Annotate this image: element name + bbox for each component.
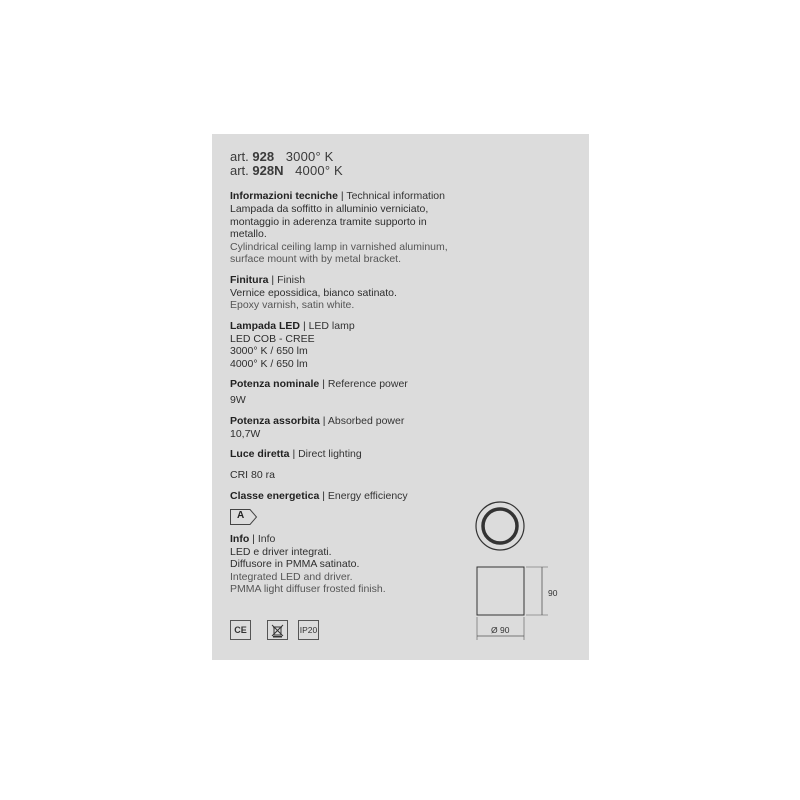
ce-mark-icon: CE <box>230 620 251 640</box>
text-line: Integrated LED and driver. <box>230 570 353 583</box>
top-view-inner-ring <box>483 509 517 543</box>
cri-value: CRI 80 ra <box>230 469 275 481</box>
text-line: Diffusore in PMMA satinato. <box>230 558 360 570</box>
text-line: LED e driver integrati. <box>230 545 332 558</box>
power-value: 9W <box>230 394 246 406</box>
power-value: 10,7W <box>230 427 261 440</box>
energy-class-letter: A <box>237 509 245 521</box>
text-line: Vernice epossidica, bianco satinato. <box>230 286 397 299</box>
article-temp: 4000° K <box>295 163 343 178</box>
text-line: LED COB - CREE <box>230 332 315 345</box>
text-line: surface mount with by metal bracket. <box>230 253 401 265</box>
article-code: 928 <box>252 149 275 164</box>
section-title: Luce diretta | Direct lighting <box>230 448 362 460</box>
spec-sheet-card <box>212 134 589 660</box>
text-line: 4000° K / 650 lm <box>230 357 308 370</box>
dimension-drawing <box>212 134 589 660</box>
diameter-dimension-label: Ø 90 <box>491 625 510 635</box>
text-line: Cylindrical ceiling lamp in varnished aluminum, <box>230 240 448 253</box>
article-prefix: art. <box>230 163 249 178</box>
section-title: Info | Info <box>230 532 276 545</box>
section-title: Informazioni tecniche | Technical information <box>230 190 445 202</box>
text-line: 3000° K / 650 lm <box>230 345 308 357</box>
text-line: montaggio in aderenza tramite supporto in <box>230 215 427 228</box>
text-line: Lampada da soffitto in alluminio verniciato, <box>230 203 429 215</box>
height-dimension-label: 90 <box>548 588 558 598</box>
ip-rating-badge: IP20 <box>298 620 319 640</box>
text-line: PMMA light diffuser frosted finish. <box>230 583 386 595</box>
section-title: Finitura | Finish <box>230 273 306 286</box>
text-line: metallo. <box>230 228 267 240</box>
section-title: Classe energetica | Energy efficiency <box>230 489 408 502</box>
text-line: Epoxy varnish, satin white. <box>230 299 355 311</box>
article-prefix: art. <box>230 149 249 164</box>
side-view-body <box>477 567 524 615</box>
article-code: 928N <box>252 163 284 178</box>
section-title: Lampada LED | LED lamp <box>230 319 355 332</box>
section-title: Potenza nominale | Reference power <box>230 378 408 390</box>
article-temp: 3000° K <box>285 149 334 164</box>
section-title: Potenza assorbita | Absorbed power <box>230 414 405 427</box>
